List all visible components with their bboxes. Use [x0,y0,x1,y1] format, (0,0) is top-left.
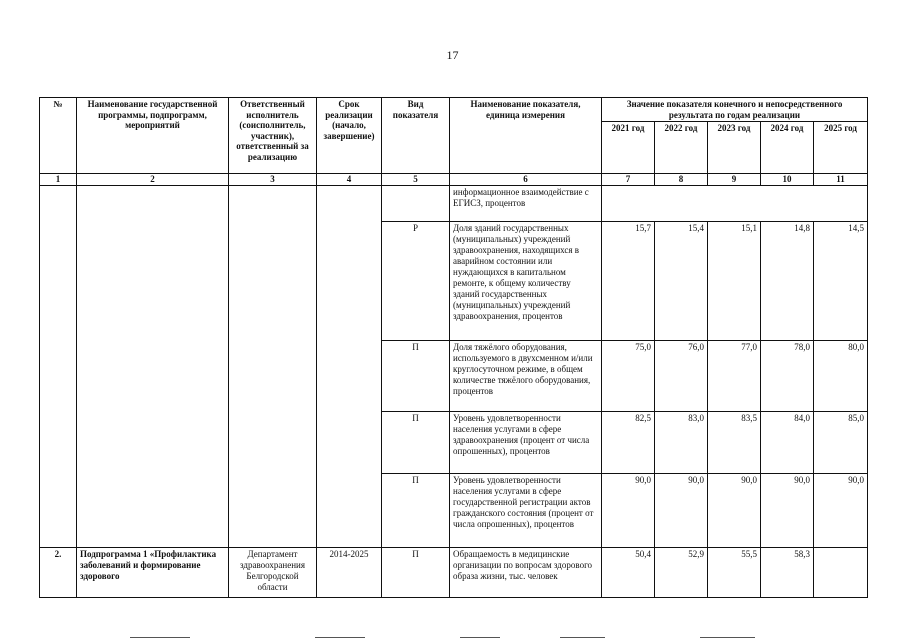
page-number: 17 [446,48,459,62]
indicator-name: Доля зданий государственных (муниципальных) учреждений здравоохранения, находящихся в аварийном состоянии или нуждающихся в капитальном ремонте, к общему количеству зданий государственных (муниципальных) учреждений здравоохранения, процентов [450,222,602,341]
scan-edge-line [315,637,365,638]
indicator-name: Уровень удовлетворенности населения услугами в сфере здравоохранения (процент от числа опрошенных), процентов [450,412,602,474]
value-2023: 55,5 [708,548,761,598]
row-executor-cell [229,186,317,548]
header-number: № [40,98,77,174]
header-period: Срок реализации (начало, завершение) [317,98,382,174]
value-2021: 50,4 [602,548,655,598]
value-2024: 84,0 [761,412,814,474]
column-number: 10 [761,174,814,186]
column-number: 9 [708,174,761,186]
header-year: 2022 год [655,122,708,174]
value-2023: 90,0 [708,474,761,548]
header-values-group: Значение показателя конечного и непосредственного результата по годам реализации [602,98,868,122]
column-numbers-row [40,174,868,186]
indicator-name: Обращаемость в медицинские организации по вопросам здорового образа жизни, тыс. человек [450,548,602,598]
header-program-name: Наименование государственной программы, подпрограмм, мероприятий [77,98,229,174]
header-year: 2024 год [761,122,814,174]
header-year: 2021 год [602,122,655,174]
indicators-table [39,97,868,598]
header-indicator-type: Вид показателя [382,98,450,174]
value-2022: 83,0 [655,412,708,474]
value-2023: 77,0 [708,341,761,412]
header-indicator-name: Наименование показателя, единица измерения [450,98,602,174]
indicator-type: Р [382,222,450,341]
scan-edge-line [560,637,605,638]
header-executor: Ответственный исполнитель (соисполнитель, участник), ответственный за реализацию [229,98,317,174]
value-2022: 76,0 [655,341,708,412]
header-year: 2023 год [708,122,761,174]
value-2021: 75,0 [602,341,655,412]
header-year: 2025 год [814,122,868,174]
value-2022: 90,0 [655,474,708,548]
indicator-type: П [382,412,450,474]
value-2021: 82,5 [602,412,655,474]
column-number: 2 [77,174,229,186]
column-number: 5 [382,174,450,186]
indicator-name: информационное взаимодействие с ЕГИСЗ, процентов [450,186,602,222]
value-2021: 90,0 [602,474,655,548]
column-number: 8 [655,174,708,186]
indicator-name: Уровень удовлетворенности населения услугами в сфере государственной регистрации актов гражданского состояния (процент от числа опрошенных), процентов [450,474,602,548]
value-2025 [814,548,868,598]
indicator-type: П [382,341,450,412]
subprogram-executor: Департамент здравоохранения Белгородской области [229,548,317,598]
subprogram-period: 2014-2025 [317,548,382,598]
scan-edge-line [130,637,190,638]
column-number: 1 [40,174,77,186]
indicator-type: П [382,548,450,598]
scan-edge-line [460,637,500,638]
indicator-type [382,186,450,222]
column-number: 4 [317,174,382,186]
row-program-cell [77,186,229,548]
column-number: 3 [229,174,317,186]
value-2024: 90,0 [761,474,814,548]
indicator-type: П [382,474,450,548]
value-2023: 83,5 [708,412,761,474]
subprogram-row [40,548,868,598]
value-2024: 14,8 [761,222,814,341]
indicator-values-empty [602,186,868,222]
value-2023: 15,1 [708,222,761,341]
value-2025: 90,0 [814,474,868,548]
scan-edge-line [700,637,755,638]
header-row [40,98,868,122]
column-number: 11 [814,174,868,186]
value-2021: 15,7 [602,222,655,341]
row-period-cell [317,186,382,548]
value-2022: 15,4 [655,222,708,341]
row-number-cell [40,186,77,548]
column-number: 6 [450,174,602,186]
value-2025: 14,5 [814,222,868,341]
subprogram-number: 2. [40,548,77,598]
value-2025: 85,0 [814,412,868,474]
table-row [40,186,868,222]
indicator-name: Доля тяжёлого оборудования, используемого в двухсменном и/или круглосуточном режиме, в общем количестве тяжёлого оборудования, процентов [450,341,602,412]
value-2025: 80,0 [814,341,868,412]
subprogram-name: Подпрограмма 1 «Профилактика заболеваний и формирование здорового [77,548,229,598]
column-number: 7 [602,174,655,186]
value-2024: 78,0 [761,341,814,412]
value-2024: 58,3 [761,548,814,598]
value-2022: 52,9 [655,548,708,598]
